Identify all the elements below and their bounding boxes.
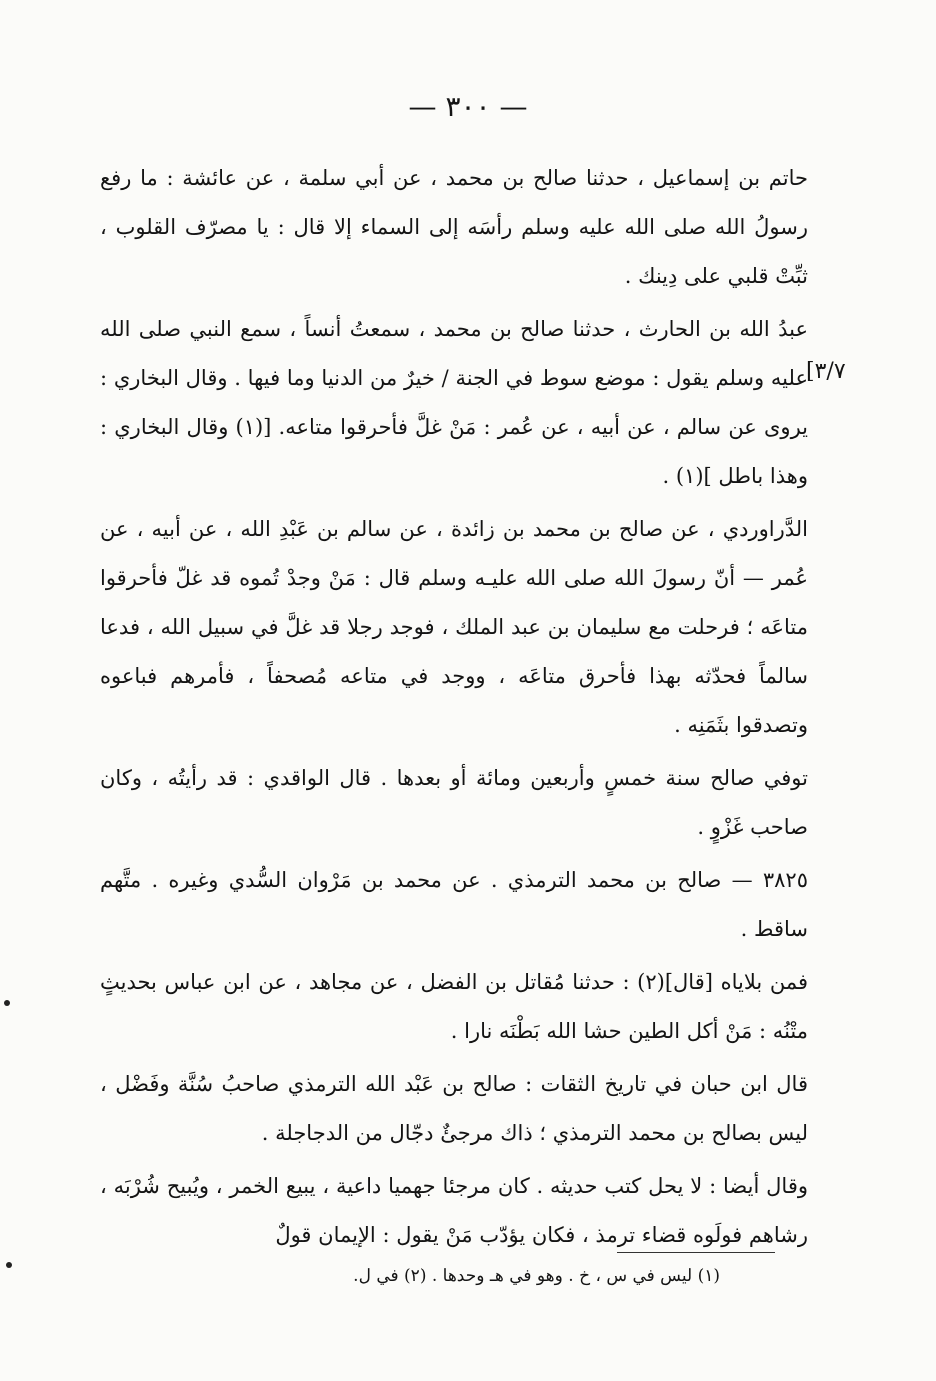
paragraph-abdullah-narration: عبدُ الله بن الحارث ، حدثنا صالح بن محمد ، سمعتُ أنساً ، سمع النبي صلى الله عليه وسلم يقول : موضع سوط في الجنة / خيرٌ من الدنيا وما فيها . وقال البخاري : يروى عن سالم ، عن أبيه ، عن عُمر : مَنْ غلَّ فأحرقوا متاعه. [(١) وقال البخاري : وهذا باطل ](١) .	[100, 317, 809, 488]
entry-3825: ٣٨٢٥ — صالح بن محمد الترمذي . عن محمد بن مَرْوان السُّدي وغيره . متَّهم ساقط .	[100, 868, 808, 941]
page-number: — ٣٠٠ —	[408, 90, 528, 123]
footnote-divider	[617, 1252, 775, 1253]
main-text	[100, 154, 808, 1264]
scan-speck	[4, 1000, 10, 1006]
footnote: (١) ليس في س ، خ . وهو في هـ وحدها . (٢) في ل.	[353, 1266, 720, 1286]
margin-reference: [٣/٧	[806, 359, 846, 384]
paragraph-darawardi-narration: الدَّراوردي ، عن صالح بن محمد بن زائدة ، عن سالم بن عَبْدِ الله ، عن أبيه ، عن عُمر — أنّ رسولَ الله صلى الله عليـه وسلم قال : مَنْ وجدْ تُموه قد غلّ فأحرقوا متاعَه ؛ فرحلت مع سليمان بن عبد الملك ، فوجد رجلا قد غلَّ في سبيل الله ، فدعا سالماً فحدّثه بهذا فأحرق متاعَه ، ووجد في متاعه مُصحفاً ، فأمرهم فباعوه وتصدقوا بثَمَنِه .	[100, 517, 808, 737]
paragraph-ibn-hibban: قال ابن حبان في تاريخ الثقات : صالح بن عَبْد الله الترمذي صاحبُ سُنَّة وفَضْل ، ليس بصالح بن محمد الترمذي ؛ ذاك مرجئٌ دجّال من الدجاجلة .	[100, 1072, 808, 1145]
paragraph-calamities: فمن بلاياه [قال](٢) : حدثنا مُقاتل بن الفضل ، عن مجاهد ، عن ابن عباس بحديثٍ متْنُه : مَنْ أكل الطين حشا الله بَطْنَه نارا .	[100, 970, 808, 1043]
paragraph-also-said: وقال أيضا : لا يحل كتب حديثه . كان مرجئا جهميا داعية ، يبيع الخمر ، ويُبيح شُرْبَه ، رشاهم فولَوه قضاء ترمذ ، فكان يؤدّب مَنْ يقول : الإيمان قولٌ	[100, 1174, 808, 1247]
paragraph-death-note: توفي صالح سنة خمسٍ وأربعين ومائة أو بعدها . قال الواقدي : قد رأيتُه ، وكان صاحب غَزْوٍ .	[100, 766, 808, 839]
scan-speck	[6, 1262, 12, 1268]
paragraph-hatim-narration: حاتم بن إسماعيل ، حدثنا صالح بن محمد ، عن أبي سلمة ، عن عائشة : ما رفع رسولُ الله صلى الله عليه وسلم رأسَه إلى السماء إلا قال : يا مصرّف القلوب ، ثبِّتْ قلبي على دِينك .	[100, 166, 808, 288]
